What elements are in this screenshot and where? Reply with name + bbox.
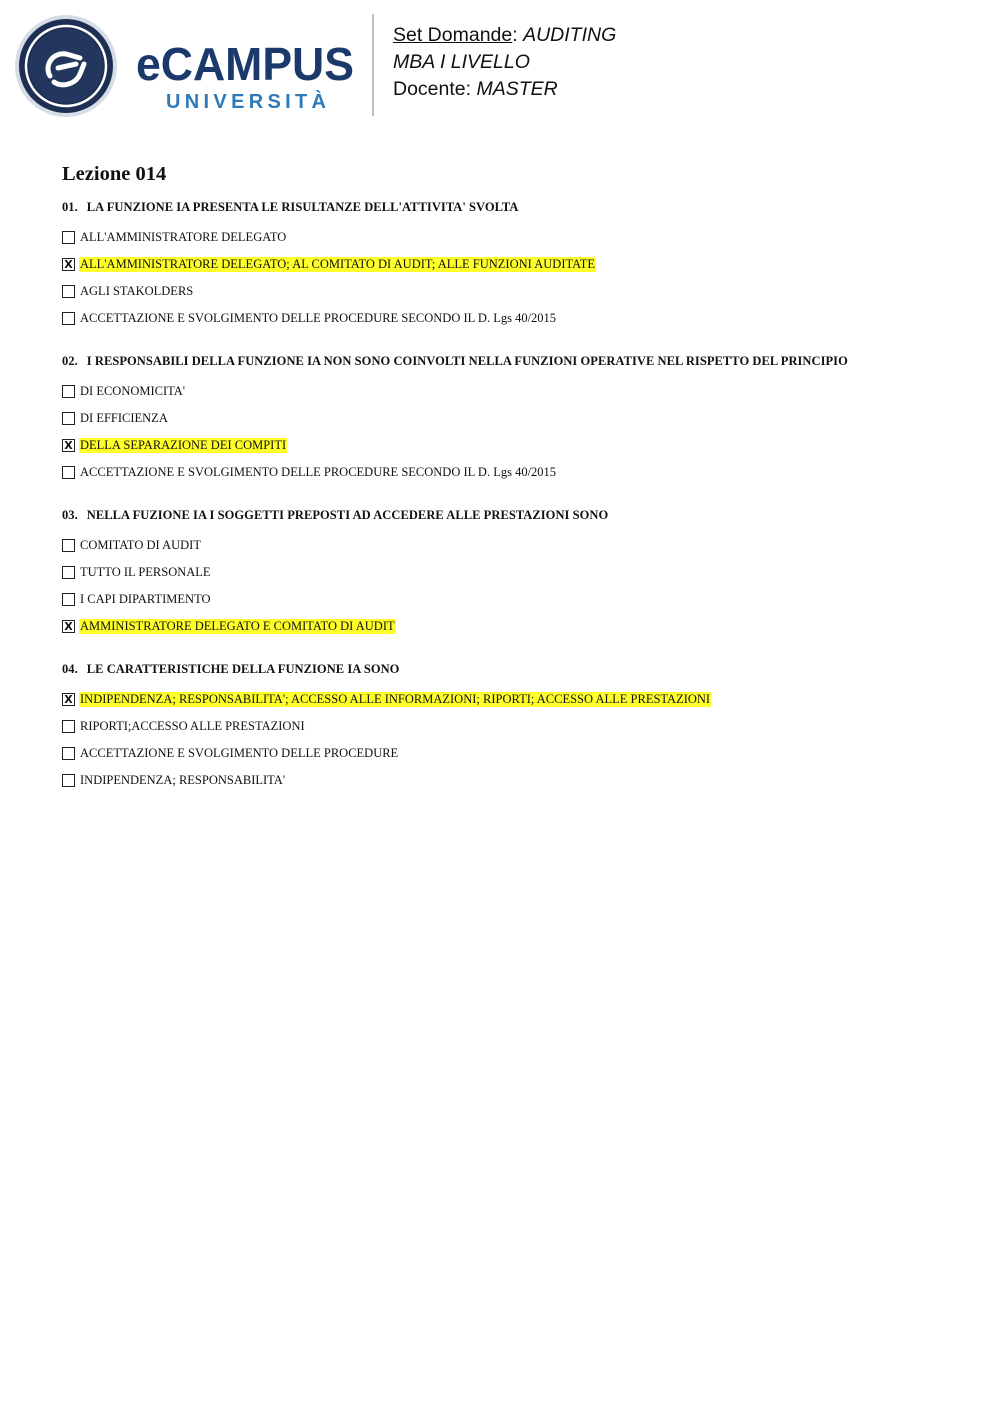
content — [62, 160, 962, 814]
question-number: 02. — [62, 354, 78, 368]
answer-text: DI EFFICIENZA — [80, 411, 168, 425]
checkbox-icon — [62, 720, 75, 733]
checkbox-icon — [62, 285, 75, 298]
answer-option — [62, 224, 962, 251]
answer-option — [62, 432, 962, 459]
checkbox-icon — [62, 412, 75, 425]
question-label: LA FUNZIONE IA PRESENTA LE RISULTANZE DELL'ATTIVITA' SVOLTA — [86, 200, 519, 214]
question-text — [62, 352, 962, 370]
checkbox-icon — [62, 231, 75, 244]
answer-option — [62, 251, 962, 278]
ecampus-emblem-icon — [14, 14, 118, 118]
answer-option — [62, 767, 962, 794]
set-line: Set Domande: AUDITING — [393, 24, 617, 46]
checkbox-icon — [62, 566, 75, 579]
answer-text: AMMINISTRATORE DELEGATO E COMITATO DI AUDIT — [80, 619, 395, 633]
question-number: 04. — [62, 662, 78, 676]
question-list — [62, 198, 962, 794]
answer-option — [62, 405, 962, 432]
checkbox-icon — [62, 747, 75, 760]
question-number: 01. — [62, 200, 78, 214]
answer-option — [62, 559, 962, 586]
logo-subtext: UNIVERSITÀ — [166, 91, 326, 113]
answer-text: ALL'AMMINISTRATORE DELEGATO — [80, 230, 287, 244]
answer-text: ACCETTAZIONE E SVOLGIMENTO DELLE PROCEDURE SECONDO IL D. Lgs 40/2015 — [80, 311, 557, 325]
checkbox-icon — [62, 539, 75, 552]
answer-option — [62, 305, 962, 332]
set-value: AUDITING — [523, 24, 617, 46]
checked-box-icon: X — [62, 693, 75, 706]
logo-wordmark: eCAMPUS — [136, 38, 354, 90]
answer-option — [62, 613, 962, 640]
header-divider — [372, 14, 374, 116]
answer-option — [62, 378, 962, 405]
question-text — [62, 660, 962, 678]
question-label: LE CARATTERISTICHE DELLA FUNZIONE IA SONO — [86, 662, 400, 676]
answer-text: INDIPENDENZA; RESPONSABILITA' — [80, 773, 286, 787]
course-name: MBA I LIVELLO — [393, 51, 530, 73]
set-label: Set Domande — [393, 24, 513, 46]
answer-text: COMITATO DI AUDIT — [80, 538, 201, 552]
answer-option — [62, 278, 962, 305]
question-text — [62, 198, 962, 216]
checkbox-icon — [62, 774, 75, 787]
checkbox-icon — [62, 593, 75, 606]
answer-option — [62, 586, 962, 613]
answer-text: RIPORTI;ACCESSO ALLE PRESTAZIONI — [80, 719, 305, 733]
answer-option — [62, 686, 962, 713]
answer-option — [62, 459, 962, 486]
teacher-label: Docente: — [393, 78, 472, 100]
answer-text: ALL'AMMINISTRATORE DELEGATO; AL COMITATO DI AUDIT; ALLE FUNZIONI AUDITATE — [80, 257, 596, 271]
question-2 — [62, 352, 962, 486]
lesson-title: Lezione 014 — [62, 163, 167, 185]
answer-text: ACCETTAZIONE E SVOLGIMENTO DELLE PROCEDURE SECONDO IL D. Lgs 40/2015 — [80, 465, 557, 479]
question-3 — [62, 506, 962, 640]
header-info — [393, 22, 616, 103]
ecampus-logo — [136, 34, 366, 116]
checked-box-icon: X — [62, 620, 75, 633]
answer-text: ACCETTAZIONE E SVOLGIMENTO DELLE PROCEDURE — [80, 746, 399, 760]
question-number: 03. — [62, 508, 78, 522]
answer-text: DI ECONOMICITA' — [80, 384, 186, 398]
answer-text: I CAPI DIPARTIMENTO — [80, 592, 211, 606]
answer-text: DELLA SEPARAZIONE DEI COMPITI — [80, 438, 287, 452]
checkbox-icon — [62, 312, 75, 325]
question-label: NELLA FUZIONE IA I SOGGETTI PREPOSTI AD ACCEDERE ALLE PRESTAZIONI SONO — [86, 508, 609, 522]
question-label: I RESPONSABILI DELLA FUNZIONE IA NON SONO COINVOLTI NELLA FUNZIONI OPERATIVE NEL RISPETTO DEL PRINCIPIO — [86, 354, 848, 368]
page-header — [0, 0, 1000, 130]
checked-box-icon: X — [62, 439, 75, 452]
checked-box-icon: X — [62, 258, 75, 271]
checkbox-icon — [62, 466, 75, 479]
teacher-line — [393, 76, 616, 103]
answer-text: TUTTO IL PERSONALE — [80, 565, 211, 579]
question-text — [62, 506, 962, 524]
question-4 — [62, 660, 962, 794]
answer-option — [62, 740, 962, 767]
answer-text: INDIPENDENZA; RESPONSABILITA'; ACCESSO ALLE INFORMAZIONI; RIPORTI; ACCESSO ALLE PRESTAZIONI — [80, 692, 711, 706]
checkbox-icon — [62, 385, 75, 398]
question-1 — [62, 198, 962, 332]
answer-text: AGLI STAKOLDERS — [80, 284, 194, 298]
answer-option — [62, 532, 962, 559]
answer-option — [62, 713, 962, 740]
teacher-value: MASTER — [476, 78, 558, 100]
